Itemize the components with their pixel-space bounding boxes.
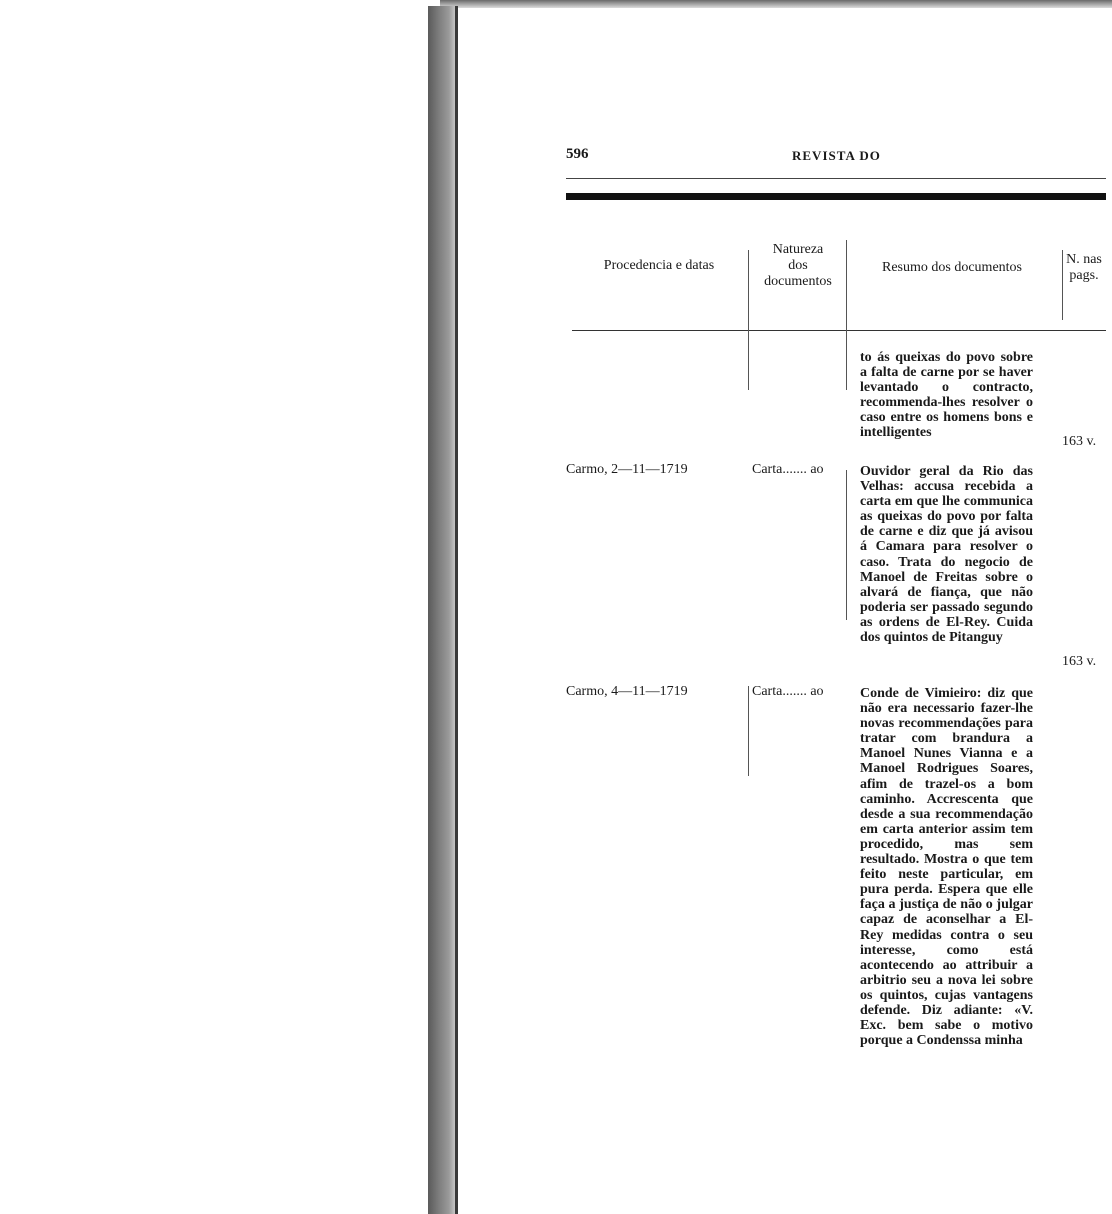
column-divider-1b (748, 686, 749, 776)
column-divider-2b (846, 470, 847, 620)
entry-nature (752, 684, 824, 700)
continuation-page: 163 v. (1062, 434, 1097, 449)
column-header-pags (1056, 252, 1112, 284)
column-header-pags-line1: N. nas (1066, 252, 1102, 267)
running-title: REVISTA DO (792, 148, 881, 163)
entry-summary: Conde de Vimieiro: diz que não era necessario fazer-lhe novas recommendações para tratar com brandura a Manoel Nunes Vianna e a Manoel Rodrigues Soares, afim de trazel-os a bom caminho. Accrescenta que desde a sua recommendação em carta anterior assim tem procedido, mas sem resultado. Mostra o que tem feito neste particular, em pura perda. Espera que elle faça a justiça de não o julgar capaz de aconselhar a El-Rey medidas contra o seu interesse, como está acontecendo ao attribuir a arbitrio seu a nova lei sobre os quintos, cujas vantagens defende. Diz adiante: «V. Exc. bem sabe o motivo porque a Condenssa minha (860, 686, 1033, 1049)
page-number: 596 (566, 146, 589, 162)
header-rule-thin (566, 178, 1106, 179)
entry-date: Carmo, 4—11—1719 (566, 684, 688, 699)
entry-date: Carmo, 2—11—1719 (566, 462, 688, 477)
column-divider-1 (748, 250, 749, 390)
column-divider-2 (846, 240, 847, 390)
binding-gutter-edge (455, 6, 458, 1214)
column-divider-3 (1062, 250, 1063, 320)
entry-summary-lead: ao (810, 684, 824, 699)
page-top-edge (440, 0, 1112, 8)
entry-nature-label: Carta....... (752, 684, 807, 699)
column-header-natureza-line3: documentos (764, 274, 832, 289)
entry-nature (752, 462, 824, 478)
header-rule-thick (566, 193, 1106, 200)
entry-summary-lead: ao (810, 462, 824, 477)
column-header-natureza (752, 242, 844, 290)
column-header-procedencia: Procedencia e datas (603, 258, 715, 273)
entry-summary: Ouvidor geral da Rio das Velhas: accusa recebida a carta em que lhe communica as queixas do povo por falta de carne e diz que já avisou á Camara para resolver o caso. Trata do negocio de Manoel de Freitas sobre o alvará de fiança, que não poderia ser passado segundo as ordens de El-Rey. Cuida dos quintos de Pitanguy (860, 464, 1033, 646)
column-header-natureza-line2: dos (788, 258, 808, 273)
binding-gutter-shadow (428, 6, 458, 1214)
column-header-natureza-line1: Natureza (772, 242, 824, 257)
column-header-resumo: Resumo dos documentos (882, 260, 1022, 275)
continuation-summary: to ás queixas do povo sobre a falta de carne por se haver levantado o contracto, recommenda-lhes resolver o caso entre os homens bons e intelligentes (860, 350, 1033, 441)
table-header-rule (572, 330, 1106, 331)
column-header-pags-line2: pags. (1069, 268, 1099, 283)
entry-page: 163 v. (1062, 654, 1097, 669)
entry-nature-label: Carta....... (752, 462, 807, 477)
